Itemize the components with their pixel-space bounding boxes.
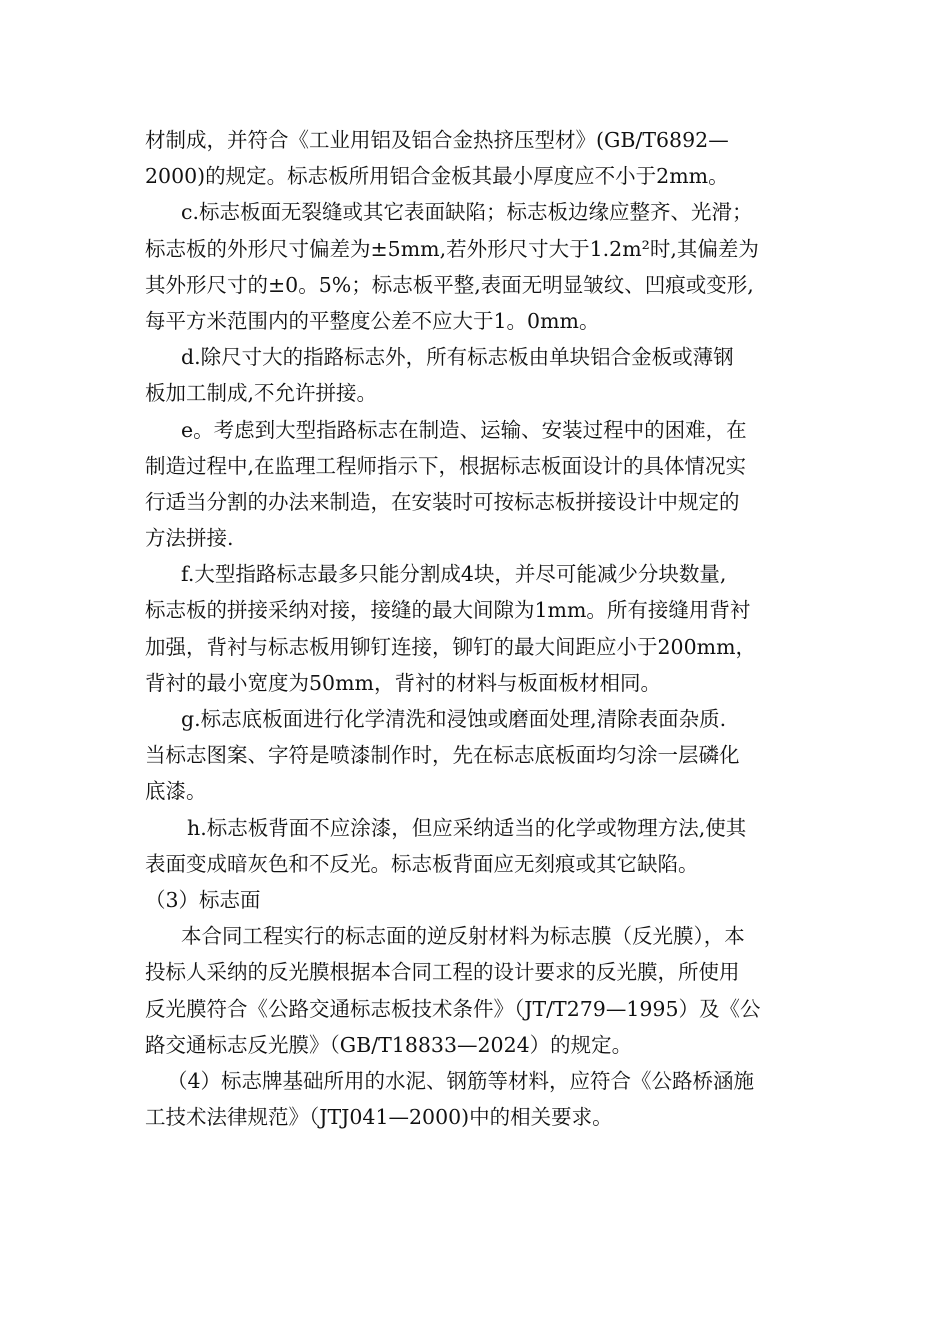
text-line: 反光膜符合《公路交通标志板技术条件》（JT/T279—1995）及《公	[145, 996, 761, 1021]
text-line: 表面变成暗灰色和不反光。标志板背面应无刻痕或其它缺陷。	[145, 851, 699, 876]
text-line: 本合同工程实行的标志面的逆反射材料为标志膜（反光膜），本	[181, 924, 745, 949]
text-line: 当标志图案、字符是喷漆制作时，先在标志底板面均匀涂一层磷化	[145, 743, 740, 768]
text-line: 底漆。	[145, 779, 207, 804]
text-line: 背衬的最小宽度为50mm，背衬的材料与板面板材相同。	[145, 670, 661, 695]
text-line: 行适当分割的办法来制造，在安装时可按标志板拼接设计中规定的	[145, 489, 740, 514]
text-line: 板加工制成,不允许拼接。	[145, 381, 378, 406]
section-heading: （3）标志面	[145, 887, 261, 912]
body-text	[145, 122, 815, 1135]
text-line: 制造过程中,在监理工程师指示下，根据标志板面设计的具体情况实	[145, 453, 747, 478]
text-line: c.标志板面无裂缝或其它表面缺陷；标志板边缘应整齐、光滑；	[181, 200, 753, 225]
text-line: （4）标志牌基础所用的水泥、钢筋等材料，应符合《公路桥涵施	[167, 1068, 755, 1093]
text-line: 每平方米范围内的平整度公差不应大于1。0mm。	[145, 308, 600, 333]
text-line: g.标志底板面进行化学清洗和浸蚀或磨面处理,清除表面杂质.	[181, 707, 727, 731]
text-line: h.标志板背面不应涂漆，但应采纳适当的化学或物理方法,使其	[187, 815, 747, 840]
text-line: 材制成，并符合《工业用铝及铝合金热挤压型材》(GB/T6892—	[145, 128, 729, 152]
text-line: f.大型指路标志最多只能分割成4块，并尽可能减少分块数量,	[181, 562, 727, 587]
text-line: 标志板的拼接采纳对接，接缝的最大间隙为1mm。所有接缝用背衬	[145, 598, 751, 623]
text-line: 方法拼接.	[145, 526, 234, 551]
text-line: e。考虑到大型指路标志在制造、运输、安装过程中的困难，在	[181, 417, 747, 442]
text-line: 路交通标志反光膜》（GB/T18833—2024）的规定。	[145, 1032, 633, 1057]
text-line: 其外形尺寸的±0。5%；标志板平整,表面无明显皱纹、凹痕或变形,	[145, 272, 754, 297]
text-line: 2000)的规定。标志板所用铝合金板其最小厚度应不小于2mm。	[145, 164, 729, 189]
text-line: 加强，背衬与标志板用铆钉连接，铆钉的最大间距应小于200mm，	[145, 634, 757, 659]
text-line: 工技术法律规范》（JTJ041—2000)中的相关要求。	[145, 1105, 613, 1130]
text-line: 标志板的外形尺寸偏差为±5mm,若外形尺寸大于1.2m²时,其偏差为	[145, 236, 759, 261]
text-line: 投标人采纳的反光膜根据本合同工程的设计要求的反光膜，所使用	[145, 960, 740, 985]
text-line: d.除尺寸大的指路标志外，所有标志板由单块铝合金板或薄钢	[181, 345, 734, 370]
